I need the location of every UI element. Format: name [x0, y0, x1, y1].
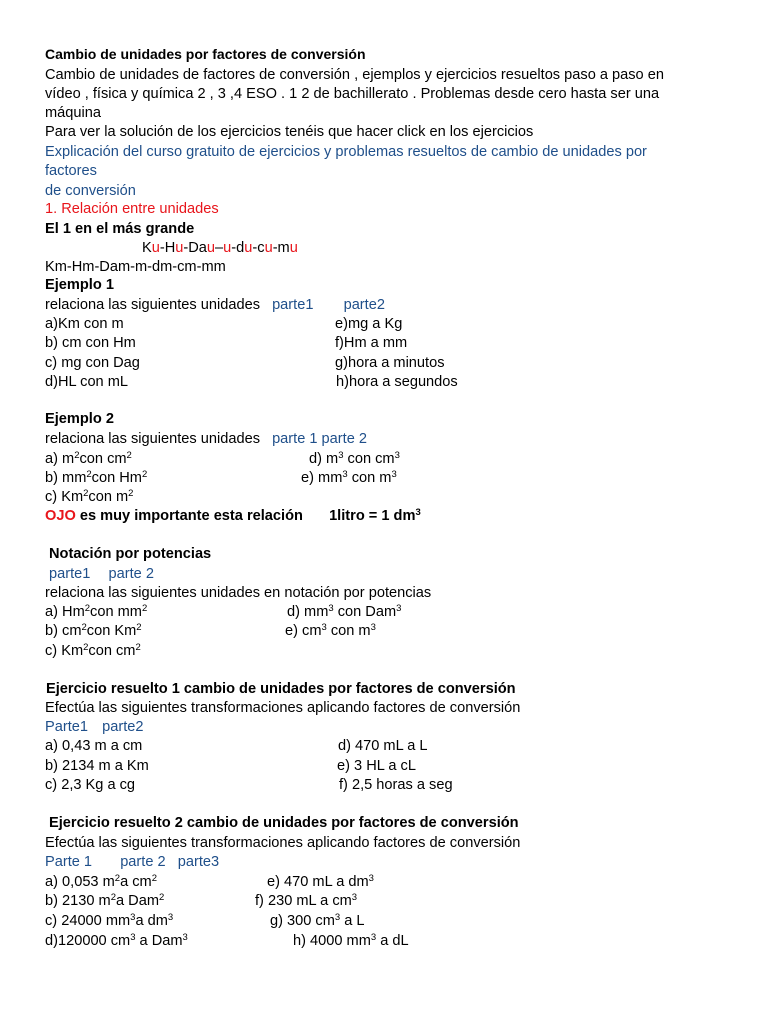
ejemplo1-instruction — [45, 296, 385, 314]
ejemplo2-instruction — [45, 430, 367, 448]
subheading-el-1: El 1 en el más grande — [45, 221, 195, 237]
ejercicio2-links — [45, 853, 219, 871]
mnemonic-segment: K — [142, 240, 152, 256]
notacion-link-parte1[interactable]: parte1 — [49, 566, 91, 582]
ejemplo1-item-e: e)mg a Kg — [335, 316, 403, 332]
ojo-label: OJO — [45, 508, 76, 524]
ejemplo1-instruction-text: relaciona las siguientes unidades — [45, 297, 260, 313]
mnemonic-segment: u — [289, 240, 298, 256]
ejercicio2-heading: Ejercicio resuelto 2 cambio de unidades por factores de conversión — [49, 815, 519, 831]
mnemonic-segment: -Da — [183, 240, 207, 256]
intro-line-2: vídeo , física y química 2 , 3 ,4 ESO . 1 2 de bachillerato . Problemas desde cero hasta ser una — [45, 86, 660, 102]
intro-line-3: máquina — [45, 105, 101, 121]
ejemplo1-item-c: c) mg con Dag — [45, 355, 140, 371]
notacion-instruction: relaciona las siguientes unidades en notación por potencias — [45, 585, 432, 601]
ojo-relation-line: OJO es muy importante esta relación 1litro = 1 $dm^3$ — [45, 507, 421, 524]
mnemonic-segment: -H — [159, 240, 176, 256]
notacion-item-c: c) Km$^2$con $cm^2$ — [45, 642, 141, 659]
ejercicio1-heading: Ejercicio resuelto 1 cambio de unidades por factores de conversión — [46, 681, 516, 697]
ejemplo1-item-f: f)Hm a mm — [335, 335, 408, 351]
notacion-item-e: e) $cm^3$ con $m^3$ — [285, 622, 376, 639]
notacion-item-a: a) Hm$^2$con $mm^2$ — [45, 603, 148, 620]
ejercicio1-link-parte2[interactable]: parte2 — [102, 719, 144, 735]
ejemplo2-item-d: d) $m^3$ con $cm^3$ — [309, 450, 400, 467]
notacion-links — [49, 565, 154, 583]
ejercicio2-instruction: Efectúa las siguientes transformaciones aplicando factores de conversión — [45, 835, 521, 851]
ejemplo2-item-c: c) Km$^2$con $m^2$ — [45, 488, 134, 505]
ejemplo1-item-a: a)Km con m — [45, 316, 124, 332]
mnemonic-segment: – — [215, 240, 224, 256]
mnemonic-segment: -c — [252, 240, 265, 256]
ejercicio2-item-a: a) 0,053 $m^2a$ $cm^2$ — [45, 873, 157, 890]
ejemplo2-heading: Ejemplo 2 — [45, 411, 114, 427]
notacion-item-b: b) $cm^2con$ Km$^2$ — [45, 622, 142, 639]
ejercicio1-link-parte1[interactable]: Parte1 — [45, 719, 88, 735]
ejercicio2-item-d: d)120000 $cm^3$ a Dam$^3$ — [45, 932, 188, 949]
ojo-text: es muy importante esta relación — [75, 508, 303, 524]
ejercicio1-links — [45, 718, 144, 736]
ejercicio1-item-d: d) 470 mL a L — [338, 738, 428, 754]
ejemplo1-item-g: g)hora a minutos — [335, 355, 445, 371]
notacion-link-parte2[interactable]: parte 2 — [108, 566, 154, 582]
section-heading-relacion: 1. Relación entre unidades — [45, 201, 219, 217]
litro-relation: 1litro = 1 dm — [329, 508, 416, 524]
ejemplo2-instruction-text: relaciona las siguientes unidades — [45, 431, 260, 447]
ejemplo1-heading: Ejemplo 1 — [45, 277, 114, 293]
ejercicio1-item-a: a) 0,43 m a cm — [45, 738, 143, 754]
mnemonic-segment: u — [244, 240, 253, 256]
ejercicio1-item-e: e) 3 HL a cL — [337, 758, 416, 774]
explanation-link-line-1[interactable]: Explicación del curso gratuito de ejercicios y problemas resueltos de cambio de unidades por — [45, 144, 647, 160]
ejemplo1-link-parte1[interactable]: parte1 — [272, 297, 314, 313]
mnemonic-segment: u — [223, 240, 232, 256]
ejercicio2-item-h: h) 4000 $mm^3$ a dL — [293, 932, 409, 949]
ejemplo2-item-e: e) $mm^3$ con $m^3$ — [301, 469, 397, 486]
ejercicio2-link-parte1[interactable]: Parte 1 — [45, 854, 93, 870]
ejemplo1-item-b: b) cm con Hm — [45, 335, 136, 351]
ejemplo1-item-h: h)hora a segundos — [336, 374, 458, 390]
ejercicio1-item-b: b) 2134 m a Km — [45, 758, 149, 774]
notacion-item-d: d) $mm^3$ con Dam$^3$ — [287, 603, 402, 620]
ejercicio2-item-e: e) 470 mL a $dm^3$ — [267, 873, 374, 890]
mnemonic — [142, 239, 298, 257]
intro-line-1: Cambio de unidades de factores de conversión , ejemplos y ejercicios resueltos paso a paso en — [45, 67, 664, 83]
ejercicio2-item-f: f) 230 mL a $cm^3$ — [255, 892, 358, 909]
notacion-heading: Notación por potencias — [49, 546, 212, 562]
ejemplo2-links[interactable]: parte 1 parte 2 — [272, 431, 367, 447]
mnemonic-segment: -m — [272, 240, 290, 256]
intro-line-4: Para ver la solución de los ejercicios tenéis que hacer click en los ejercicios — [45, 124, 534, 140]
ejemplo1-item-d: d)HL con mL — [45, 374, 129, 390]
ejercicio2-item-g: g) 300 $cm^3$ a L — [270, 912, 365, 929]
ejercicio2-item-c: c) 24000 $mm^3a$ $dm^3$ — [45, 912, 174, 929]
ejemplo2-item-b: b) $mm^2con$ Hm$^2$ — [45, 469, 148, 486]
mnemonic-segment: u — [151, 240, 160, 256]
ejemplo1-link-parte2[interactable]: parte2 — [343, 297, 385, 313]
ejercicio1-item-f: f) 2,5 horas a seg — [339, 777, 453, 793]
mnemonic-segment: -d — [231, 240, 245, 256]
mnemonic-segment: u — [264, 240, 273, 256]
mnemonic-segment: u — [206, 240, 216, 256]
page-title: Cambio de unidades por factores de conversión — [45, 46, 366, 62]
explanation-link-line-3[interactable]: de conversión — [45, 183, 136, 199]
ejercicio2-link-parte3[interactable]: parte3 — [177, 854, 220, 870]
units-sequence: Km-Hm-Dam-m-dm-cm-mm — [45, 259, 226, 275]
ejercicio2-item-b: b) 2130 $m^2a$ Dam$^2$ — [45, 892, 165, 909]
mnemonic-segment: u — [175, 240, 184, 256]
ejemplo2-item-a: a) $m^2con$ $cm^2$ — [45, 450, 132, 467]
ejercicio1-item-c: c) 2,3 Kg a cg — [45, 777, 136, 793]
ejercicio1-instruction: Efectúa las siguientes transformaciones aplicando factores de conversión — [45, 700, 521, 716]
ejercicio2-link-parte2[interactable]: parte 2 — [120, 854, 166, 870]
explanation-link-line-2[interactable]: factores — [45, 163, 97, 179]
